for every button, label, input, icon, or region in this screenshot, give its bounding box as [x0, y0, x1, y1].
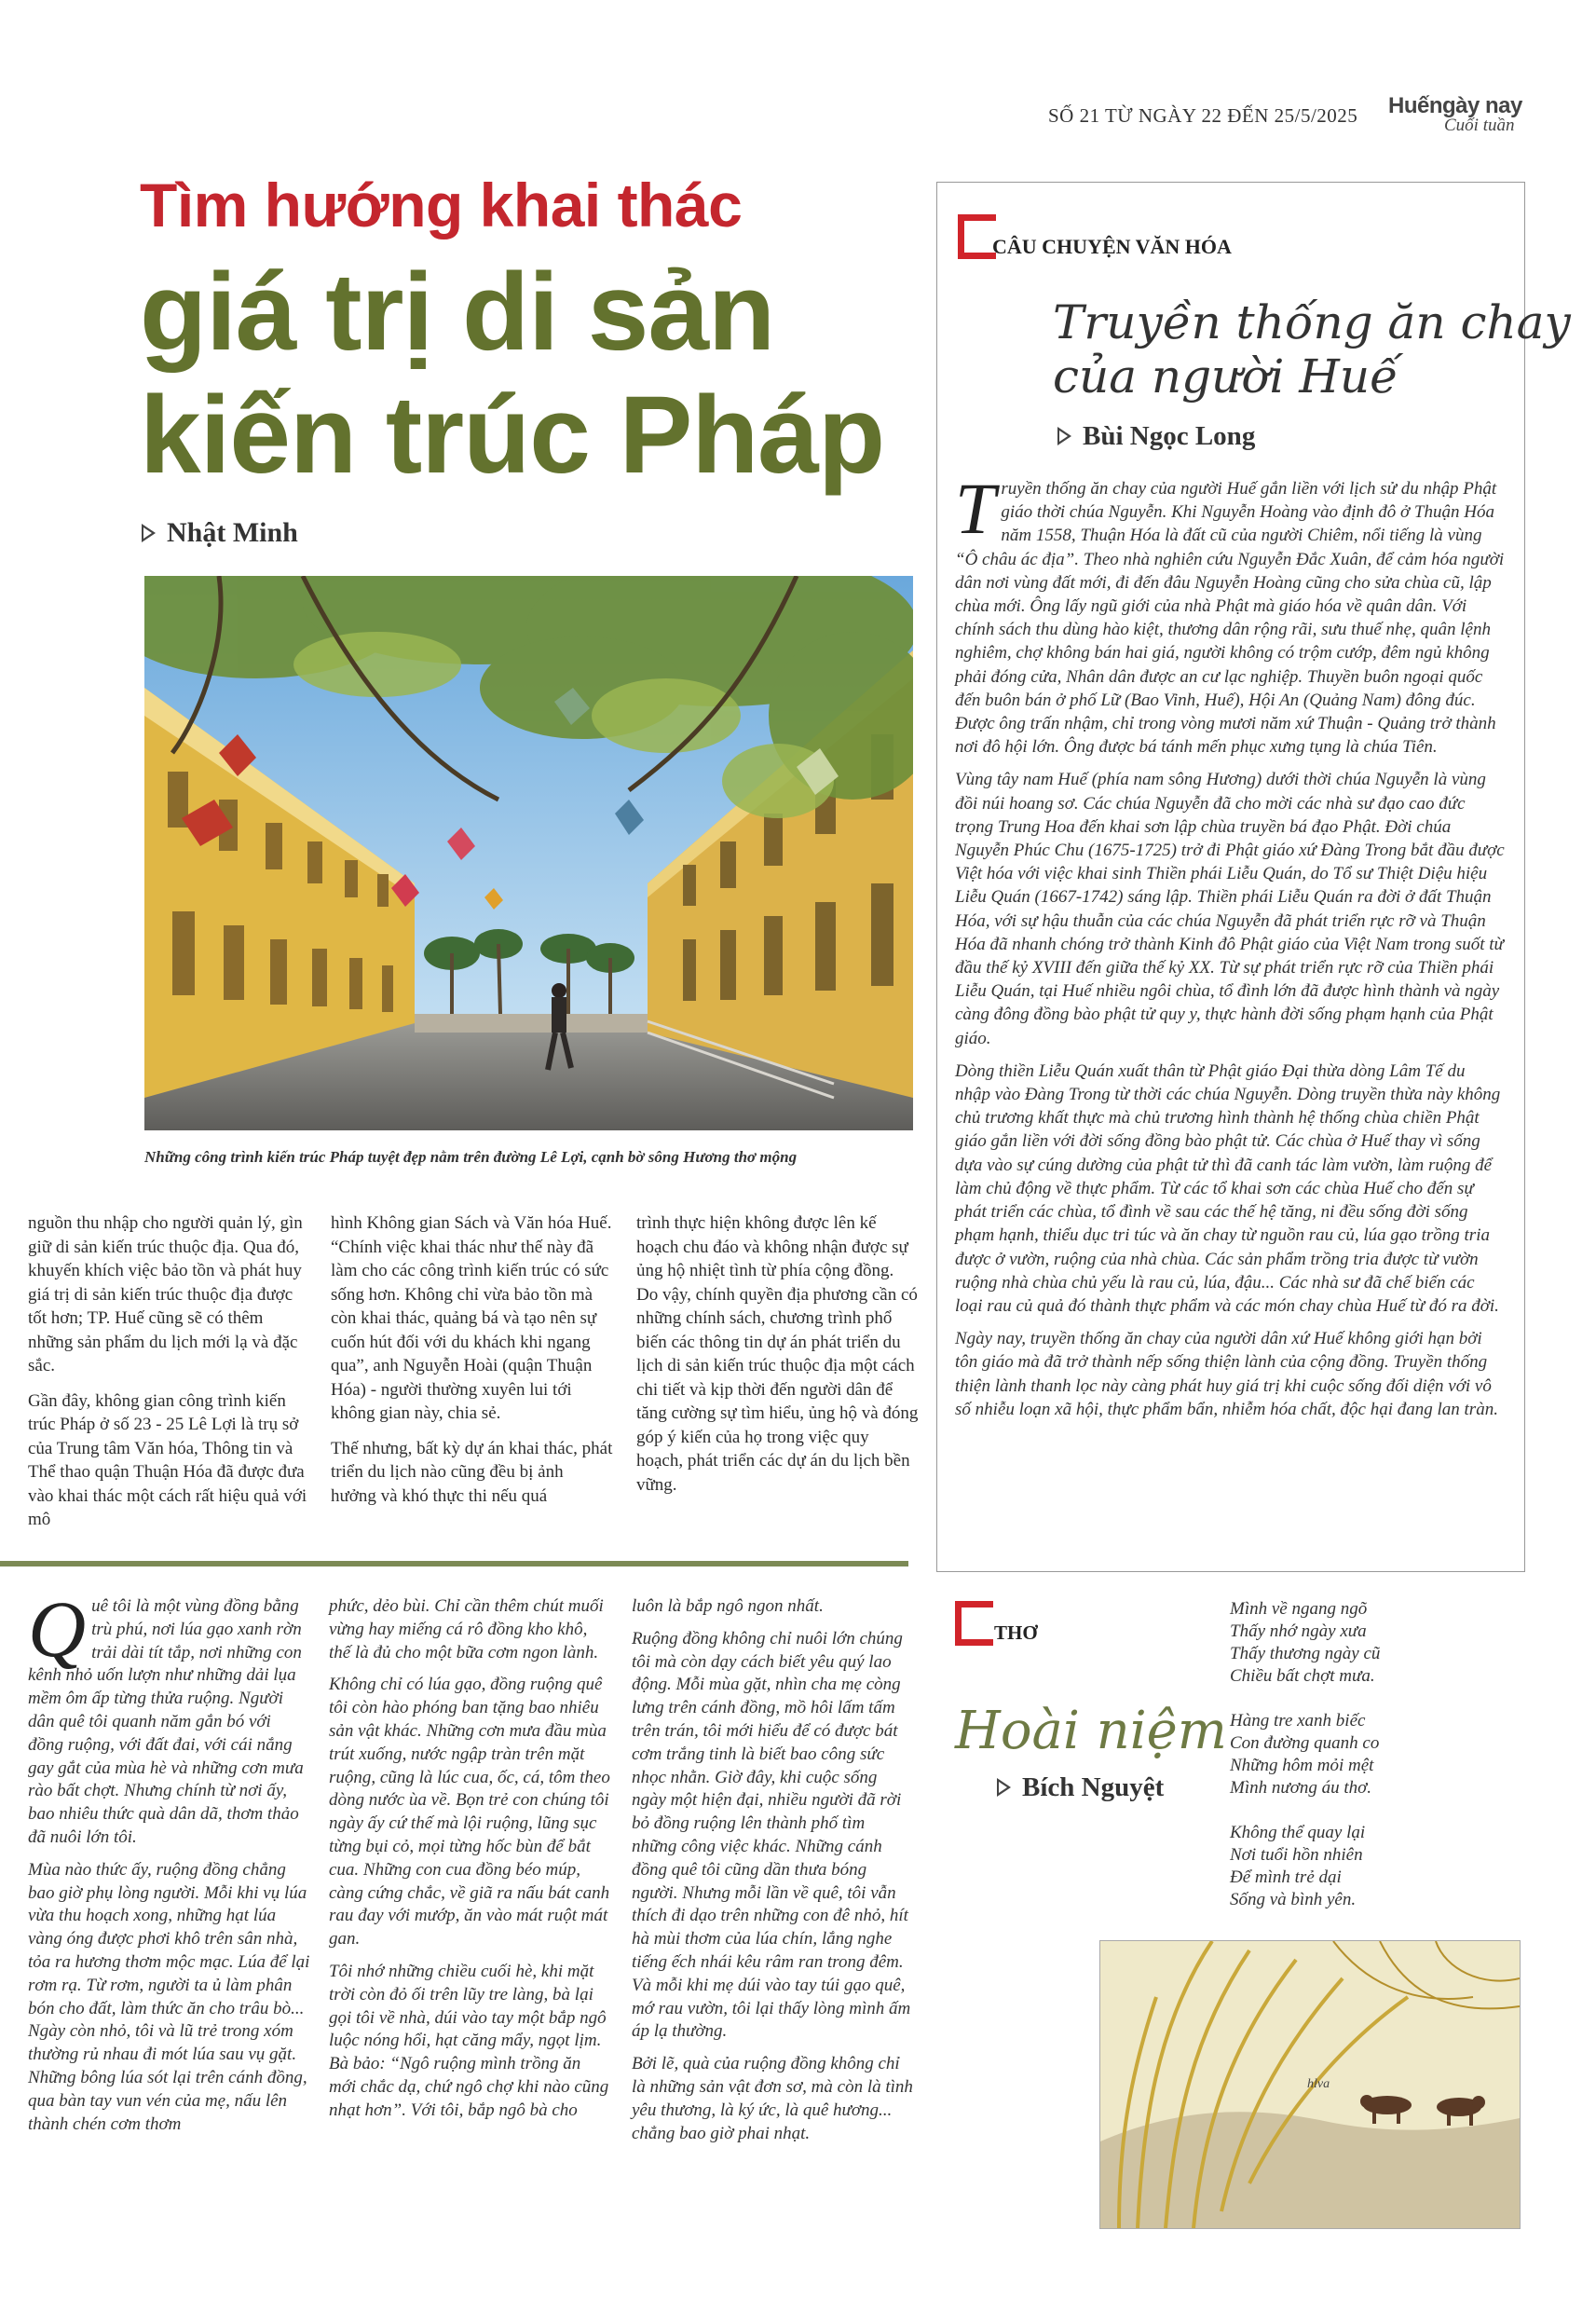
poem-body — [1230, 1598, 1509, 1934]
article-column-3 — [636, 1211, 919, 1508]
street-photo-illustration — [144, 576, 913, 1130]
poem-illustration — [1099, 1940, 1521, 2229]
illustration-signature: hlva — [1307, 2077, 1330, 2091]
article-paragraph: hình Không gian Sách và Văn hóa Huế. “Chính việc khai thác như thế này đã làm cho các công trình kiến trúc có sức sống hơn. Không chỉ vừa bảo tồn mà còn khai thác, quảng bá và tạo nên sự cuốn hút đối với du khách khi ngang qua”, anh Nguyễn Hoài (quận Thuận Hóa) - người thường xuyên lui tới không gian này, chia sẻ. — [331, 1213, 612, 1423]
culture-paragraph: Ngày nay, truyền thống ăn chay của người dân xứ Huế không giới hạn bởi tôn giáo mà đã trở thành nếp sống thiện lành của cộng đồng. Truyền thống thiện lành thanh lọc này càng phát huy giá trị khi cuộc sống đối diện với vô số nhiễu loạn xã hội, thực phẩm bẩn, nhiễm hóa chất, độc hại đang lan tràn. — [955, 1329, 1498, 1419]
masthead-subtitle: Cuối tuần — [1444, 116, 1515, 135]
article-byline — [142, 517, 298, 549]
article-author: Nhật Minh — [167, 517, 298, 548]
section-marker-icon — [958, 214, 996, 259]
essay-column-2 — [329, 1595, 611, 2132]
essay-paragraph: Mùa nào thức ấy, ruộng đồng chẳng bao giờ phụ lòng người. Mỗi khi vụ lúa vừa thu hoạch xong, những hạt lúa vàng óng được phơi khô trên sân nhà, tỏa ra hương thơm mộc mạc. Lúa để lại rơm rạ. Từ rơm, người ta ủ làm phân bón cho đất, làm thức ăn cho trâu bò... Ngày còn nhỏ, tôi và lũ trẻ trong xóm thường rủ nhau đi mót lúa sau vụ gặt. Những bông lúa sót lại trên cánh đồng, qua bàn tay vun vén của mẹ, nấu lên thành chén cơm thơm — [28, 1859, 310, 2134]
essay-paragraph: phức, dẻo bùi. Chỉ cần thêm chút muối vừng hay miếng cá rô đồng kho khô, thế là đủ cho một bữa cơm ngon lành. — [329, 1596, 604, 1662]
section-divider — [0, 1561, 908, 1566]
issue-info: SỐ 21 TỪ NGÀY 22 ĐẾN 25/5/2025 — [1048, 104, 1358, 127]
culture-paragraph: Vùng tây nam Huế (phía nam sông Hương) dưới thời chúa Nguyễn là vùng đồi núi hoang sơ. Các chúa Nguyễn đã cho mời các nhà sư đạo cao đức trọng Trung Hoa đến khai sơn lập chùa truyền bá đạo Phật. Đời chúa Nguyễn Phúc Chu (1675-1725) trở đi Phật giáo xứ Đàng Trong bắt đầu được Việt hóa với việc khai sinh Thiền phái Liễu Quán, do Tổ sư Thiệt Diệu hiệu Liễu Quán (1667-1742) sáng lập. Thiền phái Liễu Quán ra đời ở đất Thuận Hóa, với sự hậu thuẫn của các chúa Nguyễn đã phát triển rực rỡ và Thuận Hóa đã nhanh chóng trở thành Kinh đô Phật giáo của Việt Nam trong suốt từ đầu thế kỷ XVIII đến giữa thế kỷ XX. Từ sự phát triển rực rỡ của Thiền phái Liễu Quán, tại Huế nhiều ngôi chùa, tổ đình lớn đã được hình thành và ngày càng đông đồng bào phật tử quy y, thực hành đời sống phạm hạnh của Phật giáo. — [955, 770, 1505, 1048]
poem-stanza: Mình về ngang ngõ Thấy nhớ ngày xưa Thấy thương ngày cũ Chiều bất chợt mưa. — [1230, 1599, 1381, 1686]
culture-paragraph: Dòng thiền Liễu Quán xuất thân từ Phật giáo Đại thừa dòng Lâm Tế du nhập vào Đàng Trong từ thời các chúa Nguyễn. Dòng truyền thừa này không chủ trương khất thực mà chủ trương hình thành hệ thống chùa chiền Phật giáo gắn liền với đời sống đồng bào phật tử. Các chùa ở Huế thay vì sống dựa vào sự cúng dường của phật tử thì đã canh tác làm vườn, làm ruộng để làm chủ động về thực phẩm. Từ các tổ khai sơn các chùa Huế cho đến sự phát triển các chùa, tổ đình về sau các thế hệ tăng, ni đều sống đời sống phạm hạnh, thiểu dục tri túc và ăn chay từ nguồn rau củ, lúa gạo trồng tria được ở vườn, ruộng của nhà chùa. Các sản phẩm trồng tria được từ vườn ruộng nhà chùa chủ yếu là rau củ, lúa, đậu... Các nhà sư đã chế biến các loại rau củ quả đó thành thực phẩm và các món chay chùa Huế từ đó ra đời. — [955, 1060, 1501, 1316]
article-photo — [144, 576, 913, 1130]
culture-title-line2: của người Huế — [1053, 349, 1398, 404]
poem-stanza: Không thể quay lại Nơi tuổi hồn nhiên Để mình trẻ dại Sống và bình yên. — [1230, 1823, 1366, 1909]
culture-byline — [1057, 421, 1255, 452]
essay-paragraph: Ruộng đồng không chỉ nuôi lớn chúng tôi mà còn dạy cách biết yêu quý lao động. Mỗi mùa gặt, nhìn cha mẹ còng lưng trên cánh đồng, mồ hôi lấm tấm trên trán, tôi mới hiểu để có được bát cơm trắng tinh là biết bao công sức nhọc nhằn. Giờ đây, khi cuộc sống ngày một hiện đại, nhiều người đã rời bỏ đồng ruộng lên thành phố tìm những công việc khác. Những cánh đồng quê tôi cũng dần thưa bóng người. Nhưng mỗi lần về quê, tôi vẫn thích đi dạo trên những con đê nhỏ, hít hà mùi thơm của lúa chín, lắng nghe tiếng ếch nhái kêu râm ran trong đêm. Và mỗi khi mẹ dúi vào tay túi gạo quê, mớ rau vườn, tôi lại thấy lòng mình ấm áp lạ thường. — [632, 1628, 911, 2042]
masthead-title: Huếngày nay — [1388, 93, 1522, 118]
byline-arrow-icon — [1057, 427, 1071, 445]
essay-paragraph: Tôi nhớ những chiều cuối hè, khi mặt trời còn đỏ ối trên lũy tre làng, bà lại gọi tôi về nhà, dúi vào tay một bắp ngô luộc nóng hổi, hạt căng mẩy, ngọt lịm. Bà bảo: “Ngô ruộng mình trồng ăn mới chắc dạ, chứ ngô chợ khi nào cũng nhạt hơn”. Với tôi, bắp ngô bà cho — [329, 1961, 609, 2120]
article-paragraph: nguồn thu nhập cho người quản lý, gìn giữ di sản kiến trúc thuộc địa. Qua đó, khuyến khích việc bảo tồn và phát huy giá trị di sản kiến trúc thuộc địa được tốt hơn; TP. Huế cũng sẽ có thêm những sản phẩm du lịch mới lạ và đặc sắc. — [28, 1213, 303, 1375]
essay-paragraph: Quê tôi là một vùng đồng bằng trù phú, nơi lúa gạo xanh rờn trải dài tít tắp, nơi những con kênh nhỏ uốn lượn như những dải lụa mềm ôm ấp từng thửa ruộng. Người dân quê tôi quanh năm gắn bó với đồng ruộng, với đất đai, với cái nắng gay gắt của mùa hè và những cơn mưa rào bất chợt. Nhưng chính từ nơi ấy, bao nhiêu thức quà dân dã, thơm thảo đã nuôi lớn tôi. — [28, 1584, 304, 1847]
essay-paragraph: Không chỉ có lúa gạo, đồng ruộng quê tôi còn hào phóng ban tặng bao nhiêu sản vật khác. Những cơn mưa đầu mùa trút xuống, nước ngập tràn trên mặt ruộng, cũng là lúc cua, ốc, cá, tôm theo dòng nước ùa về. Bọn trẻ con chúng tôi ngày ấy cứ thế mà lội ruộng, lũng sục từng bụi cỏ, mọi từng hốc bùn để bắt cua. Những con cua đồng béo múp, càng cứng chắc, về giã ra nấu bát canh rau đay với mướp, ăn vào mát ruột mát gan. — [329, 1675, 610, 1949]
article-title-line1: giá trị di sản — [140, 251, 775, 374]
article-paragraph: trình thực hiện không được lên kế hoạch chu đáo và không nhận được sự ủng hộ nhiệt tình từ phía cộng đồng. Do vậy, chính quyền địa phương cần có những chính sách, chương trình phổ biến các thông tin dự án phát triển du lịch di sản kiến trúc thuộc địa một cách chi tiết và kịp thời đến người dân để tăng cường sự tìm hiểu, ủng hộ và đóng góp ý kiến của họ trong việc quy hoạch, phát triển các dự án du lịch bền vững. — [636, 1213, 919, 1495]
culture-author: Bùi Ngọc Long — [1083, 421, 1256, 451]
byline-arrow-icon — [142, 524, 156, 542]
essay-column-1 — [28, 1584, 310, 2145]
byline-arrow-icon — [997, 1778, 1011, 1797]
dropcap: Q — [28, 1584, 87, 1674]
essay-column-3 — [632, 1595, 914, 2155]
poem-byline — [997, 1772, 1164, 1803]
article-column-1 — [28, 1211, 310, 1543]
bamboo-buffalo-illustration — [1100, 1941, 1520, 2228]
poem-title: Hoài niệm — [955, 1701, 1227, 1761]
dropcap: T — [955, 468, 996, 549]
culture-paragraph: Truyền thống ăn chay của người Huế gắn liền với lịch sử du nhập Phật giáo thời chúa Nguyễn. Khi Nguyễn Hoàng vào định đô ở Thuận Hóa năm 1558, Thuận Hóa là đất cũ của người Chiêm, nổi tiếng là vùng “Ô châu ác địa”. Theo nhà nghiên cứu Nguyễn Đắc Xuân, để cảm hóa người dân nơi vùng đất mới, đi đến đâu Nguyễn Hoàng cũng cho sửa chùa cũ, lập chùa mới. Ông lấy ngũ giới của nhà Phật mà giáo hóa về quân dân. Với chính sách thu dùng hào kiệt, thương dân rộng rãi, sưu thuế nhẹ, quân lệnh nghiêm, chợ không bán hai giá, người không có trộm cướp, đêm ngủ không phải đóng cửa, Nhân dân được an cư lạc nghiệp. Thuyền buôn ngoại quốc đến buôn bán ở phố Lữ (Bao Vinh, Huế), Hội An (Quảng Nam) đông đúc. Được ông trấn nhậm, chỉ trong vòng mươi năm xứ Thuận - Quảng trở thành nơi đô hội lớn. Ông được bá tánh mến phục xưng tụng là chúa Tiên. — [955, 468, 1505, 758]
poem-author: Bích Nguyệt — [1022, 1772, 1165, 1802]
essay-paragraph: Bởi lẽ, quà của ruộng đồng không chỉ là những sản vật đơn sơ, mà còn là tình yêu thương, là ký ức, là quê hương... chẳng bao giờ phai nhạt. — [632, 2054, 913, 2143]
section-marker-icon — [955, 1601, 993, 1646]
poem-section-label: THƠ — [994, 1621, 1038, 1644]
article-column-2 — [331, 1211, 613, 1519]
photo-caption: Những công trình kiến trúc Pháp tuyệt đẹp nằm trên đường Lê Lợi, cạnh bờ sông Hương thơ mộng — [144, 1148, 798, 1166]
culture-section-label: CÂU CHUYỆN VĂN HÓA — [992, 235, 1232, 258]
article-paragraph: Thế nhưng, bất kỳ dự án khai thác, phát triển du lịch nào cũng đều bị ảnh hưởng và khó thực thi nếu quá — [331, 1438, 613, 1506]
article-title-line2: kiến trúc Pháp — [140, 374, 885, 497]
masthead[interactable] — [1388, 93, 1547, 136]
article-kicker: Tìm hướng khai thác — [140, 171, 743, 239]
article-paragraph: Gần đây, không gian công trình kiến trúc Pháp ở số 23 - 25 Lê Lợi là trụ sở của Trung tâm Văn hóa, Thông tin và Thể thao quận Thuận Hóa đã được đưa vào khai thác một cách rất hiệu quả với mô — [28, 1390, 307, 1529]
culture-body — [955, 468, 1505, 1430]
essay-paragraph: luôn là bắp ngô ngon nhất. — [632, 1596, 824, 1616]
culture-title-line1: Truyền thống ăn chay — [1053, 295, 1571, 349]
poem-stanza: Hàng tre xanh biếc Con đường quanh co Những hôm mỏi mệt Mình nương áu thơ. — [1230, 1711, 1380, 1798]
